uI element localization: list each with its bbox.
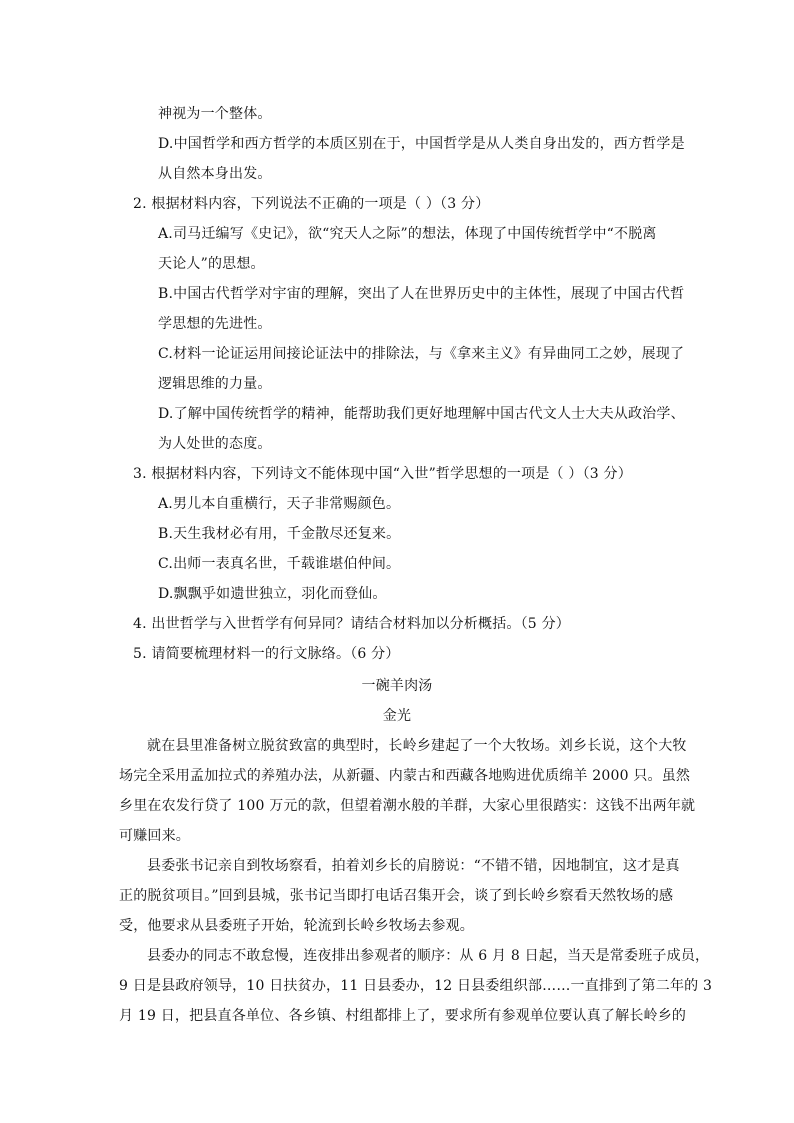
story-paragraph-3-line1: 县委办的同志不敢怠慢，连夜排出参观者的顺序：从 6 月 8 日起，当天是常委班子成员， bbox=[147, 948, 710, 964]
story-author: 金光 bbox=[382, 708, 412, 724]
q1-option-c-continuation: 神视为一个整体。 bbox=[158, 106, 272, 122]
q2-option-d-line2: 为人处世的态度。 bbox=[158, 436, 272, 452]
story-paragraph-2-line1: 县委张书记亲自到牧场察看，拍着刘乡长的肩膀说：“不错不错，因地制宜，这才是真 bbox=[147, 858, 680, 874]
q2-option-d-line1: D.了解中国传统哲学的精神，能帮助我们更好地理解中国古代文人士大夫从政治学、 bbox=[158, 406, 685, 422]
story-paragraph-3-line3: 月 19 日，把县直各单位、各乡镇、村组都排上了，要求所有参观单位要认真了解长岭乡的 bbox=[119, 1008, 687, 1024]
q1-option-d-line2: 从自然本身出发。 bbox=[158, 166, 272, 182]
story-paragraph-1-line3: 乡里在农发行贷了 100 万元的款，但望着潮水般的羊群，大家心里很踏实：这钱不出两年就 bbox=[119, 798, 696, 814]
q3-option-d: D.飘飘乎如遗世独立，羽化而登仙。 bbox=[158, 586, 387, 602]
question-3-stem: 3. 根据材料内容，下列诗文不能体现中国“入世”哲学思想的一项是（ ）（3 分） bbox=[133, 466, 632, 482]
story-paragraph-2-line2: 正的脱贫项目。”回到县城，张书记当即打电话召集开会，谈了到长岭乡察看天然牧场的感 bbox=[119, 888, 674, 904]
q2-option-a-line1: A.司马迁编写《史记》，欲“究天人之际”的想法，体现了中国传统哲学中“不脱离 bbox=[158, 226, 657, 242]
q2-option-c-line1: C.材料一论证运用间接论证法中的排除法，与《拿来主义》有异曲同工之妙，展现了 bbox=[158, 346, 685, 362]
question-2-stem: 2. 根据材料内容，下列说法不正确的一项是（ ）（3 分） bbox=[133, 196, 490, 212]
story-paragraph-2-line3: 受，他要求从县委班子开始，轮流到长岭乡牧场去参观。 bbox=[119, 918, 474, 934]
q1-option-d-line1: D.中国哲学和西方哲学的本质区别在于，中国哲学是从人类自身出发的，西方哲学是 bbox=[158, 136, 685, 152]
story-paragraph-1-line1: 就在县里准备树立脱贫致富的典型时，长岭乡建起了一个大牧场。刘乡长说，这个大牧 bbox=[147, 738, 687, 754]
story-title: 一碗羊肉汤 bbox=[361, 678, 433, 694]
q3-option-b: B.天生我材必有用，千金散尽还复来。 bbox=[158, 526, 401, 542]
q3-option-a: A.男儿本自重横行，天子非常赐颜色。 bbox=[158, 496, 401, 512]
story-paragraph-1-line4: 可赚回来。 bbox=[119, 828, 190, 844]
q2-option-b-line1: B.中国古代哲学对宇宙的理解，突出了人在世界历史中的主体性，展现了中国古代哲 bbox=[158, 286, 685, 302]
q2-option-c-line2: 逻辑思维的力量。 bbox=[158, 376, 272, 392]
story-paragraph-1-line2: 场完全采用孟加拉式的养殖办法，从新疆、内蒙古和西藏各地购进优质绵羊 2000 只。虽然 bbox=[119, 768, 691, 784]
q2-option-a-line2: 天论人”的思想。 bbox=[158, 256, 265, 272]
question-5-stem: 5. 请简要梳理材料一的行文脉络。（6 分） bbox=[133, 646, 400, 662]
question-4-stem: 4. 出世哲学与入世哲学有何异同？请结合材料加以分析概括。（5 分） bbox=[133, 616, 570, 632]
q2-option-b-line2: 学思想的先进性。 bbox=[158, 316, 272, 332]
story-paragraph-3-line2: 9 日是县政府领导，10 日扶贫办，11 日县委办，12 日县委组织部……一直排到了第二年的 3 bbox=[119, 978, 713, 994]
q3-option-c: C.出师一表真名世，千载谁堪伯仲间。 bbox=[158, 556, 401, 572]
